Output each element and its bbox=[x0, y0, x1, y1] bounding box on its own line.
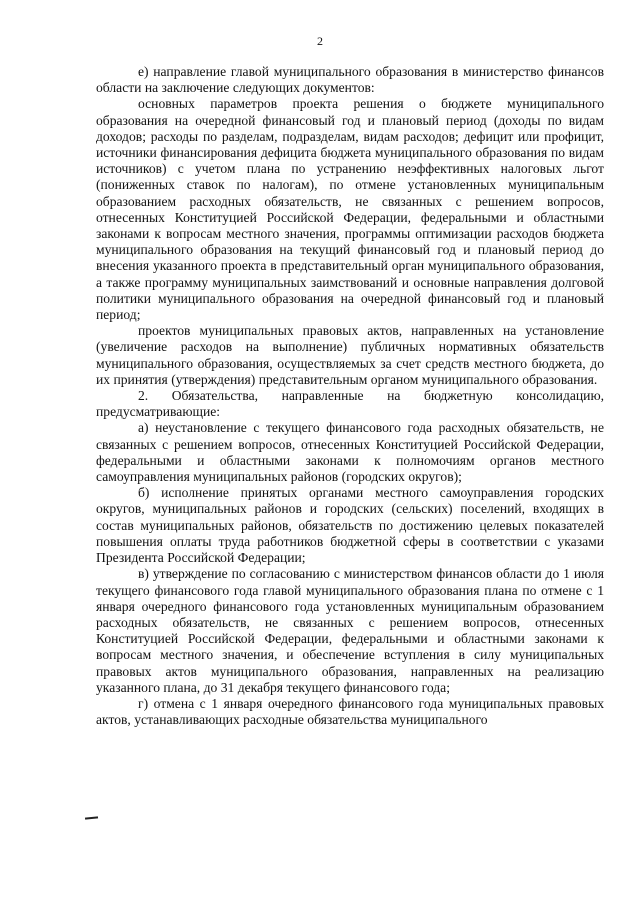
paragraph-a: а) неустановление с текущего финансового года расходных обязательств, не связанных с решением вопросов, отнесенных Конституцией Российской Федерации, федеральными и областными законами к полномочиям органов местного самоуправления муниципальных районов (городских округов); bbox=[96, 420, 604, 485]
paragraph-budget-parameters: основных параметров проекта решения о бюджете муниципального образования на очередной финансовый год и плановый период (доходы по видам доходов; расходы по разделам, подразделам, видам расходов; дефицит или профицит, источники финансирования дефицита бюджета муниципального образования по видам источников) с учетом плана по устранению неэффективных налоговых льгот (пониженных ставок по налогам), по отмене установленных муниципальным образованием расходных обязательств, не связанных с решением вопросов, отнесенных Конституцией Российской Федерации, федеральными и областными законами к вопросам местного значения, программы оптимизации расходов бюджета муниципального образования на текущий финансовый год и плановый период до внесения указанного проекта в представительный орган муниципального образования, а также программу муниципальных заимствований и основные направления долговой политики муниципального образования на очередной финансовый год и плановый период; bbox=[96, 96, 604, 323]
margin-pen-mark bbox=[85, 816, 98, 819]
document-body bbox=[96, 64, 604, 728]
paragraph-obligations-heading: 2. Обязательства, направленные на бюджетную консолидацию, предусматривающие: bbox=[96, 388, 604, 420]
paragraph-v: в) утверждение по согласованию с министерством финансов области до 1 июля текущего финансового года главой муниципального образования плана по отмене с 1 января очередного финансового года установленных муниципальным образованием расходных обязательств, не связанных с решением вопросов, отнесенных Конституцией Российской Федерации, федеральными и областными законами к вопросам местного значения, и обеспечение вступления в силу муниципальных правовых актов муниципального образования, направленных на реализацию указанного плана, до 31 декабря текущего финансового года; bbox=[96, 566, 604, 695]
paragraph-legal-acts-drafts: проектов муниципальных правовых актов, направленных на установление (увеличение расходов на выполнение) публичных нормативных обязательств муниципального образования, осуществляемых за счет средств местного бюджета, до их принятия (утверждения) представительным органом муниципального образования. bbox=[96, 323, 604, 387]
page-number: 2 bbox=[317, 34, 323, 48]
paragraph-g: г) отмена с 1 января очередного финансового года муниципальных правовых актов, устанавливающих расходные обязательства муниципального bbox=[96, 695, 604, 728]
paragraph-b: б) исполнение принятых органами местного самоуправления городских округов, муниципальных районов и городских (сельских) поселений, входящих в состав муниципальных районов, обязательств по достижению целевых показателей повышения оплаты труда работников бюджетной сферы в соответствии с указами Президента Российской Федерации; bbox=[96, 485, 604, 566]
paragraph-e-intro: е) направление главой муниципального образования в министерство финансов области на заключение следующих документов: bbox=[96, 64, 604, 96]
